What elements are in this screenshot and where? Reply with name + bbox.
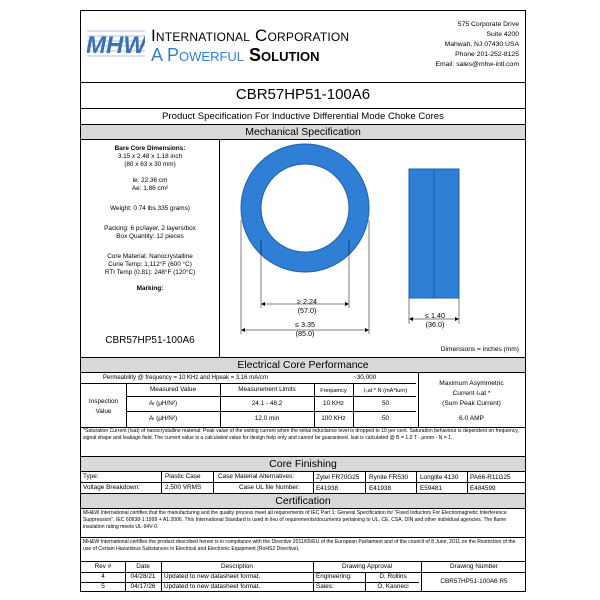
rev-row-1-role: Engineering: xyxy=(316,573,352,580)
tagline-part1: A Powerful xyxy=(151,45,245,65)
packing-value: Packing: 6 pc/layer, 2 layers/box xyxy=(104,225,196,232)
ul-file-label: Case UL file Number: xyxy=(239,484,300,491)
core-hole xyxy=(261,164,349,252)
email-link[interactable]: Email: sales@mhw-intl.com xyxy=(435,61,519,68)
alt-material-3: Longlite 4130 xyxy=(420,474,459,481)
inspection-label: Inspection Value xyxy=(88,398,119,415)
part-number-title: CBR57HP51-100A6 xyxy=(235,86,371,103)
weight-value: Weight: 0.74 lbs 335 grams) xyxy=(110,205,190,212)
core-material: Core Material: Nanocrystalline xyxy=(107,253,193,260)
col-rev: Rev # xyxy=(94,563,112,570)
company-tagline xyxy=(151,45,320,66)
alt-material-4: PA66-R11G25 xyxy=(470,474,511,481)
al-row-2-freq: 100 KHz xyxy=(321,415,346,422)
tagline-part2: Solution xyxy=(249,45,320,65)
rev-row-2-role: Sales: xyxy=(316,583,334,590)
saturation-footnote: *Saturation Current (Isat) of nanocrystalline material: Peak value of the exiting current when the initial inductance level is dropped to 10 per cent. Saturation behaviour is dependent on frequency, signal shape and leakage field. The current value is a calculated value for design help only and cannot be guaranteed. Isat is calculated @ B = 1.0 T · μnom · N = 1. xyxy=(83,428,519,441)
col-isat: Iₛat * N (mA*turn) xyxy=(363,388,408,394)
ae-value: Ae: 1.86 cm² xyxy=(131,185,169,192)
ul-file-2: E41938 xyxy=(369,485,392,492)
max-asym-current: Maximum Asymmetric Current Iₛat * (Sum Peak Current) xyxy=(439,380,504,407)
core-drawing xyxy=(220,140,526,356)
company-address xyxy=(435,20,519,70)
od-dimension: ≤ 3.35 (85.0) xyxy=(295,320,315,338)
al-row-2-limits: 12.0 min xyxy=(254,415,280,422)
company-logo xyxy=(87,25,145,61)
col-frequency: Frequency xyxy=(320,388,347,394)
mechanical-title: Mechanical Specification xyxy=(81,125,525,139)
max-asym-value: 6.0 AMP xyxy=(459,415,484,422)
curie-temp: Curie Temp: 1,112°F (600 °C) xyxy=(108,261,192,268)
certification-iec: MH&W International certifies that the manufacturing and the quality process meet all requirements of IEC Part 1: General Specification for "Fixed Inductors For Electromagnetic Interference Suppression", IEC 60938-1:1999 + A1:2006. This International Standard is used in lieu of requirements/documents pertaining to UL, CE, CSA, DIN and other individual agencies. The flame insulation rating meets UL-94V-0. xyxy=(83,510,507,530)
permeability-line: Permeability @ frequency = 10 KHz and Hpeak = 3.16 mA/cm xyxy=(103,375,268,381)
rev-row-2-name: O. Kasneci xyxy=(377,583,409,590)
dims-mm: (80 x 63 x 30 mm) xyxy=(124,161,176,168)
rev-row-2-desc: Updated to new datasheet format. xyxy=(164,583,261,590)
address-line: Suite 4200 xyxy=(486,31,519,38)
col-measured: Measured Value xyxy=(149,386,197,393)
al-row-1-freq: 10 KHz xyxy=(323,400,344,407)
rti-temp: RTI Temp (0.81): 248°F (120°C) xyxy=(104,269,196,276)
marking-label: Marking: xyxy=(136,285,164,292)
type-value: Plastic Case xyxy=(165,473,201,480)
box-quantity: Box Quantity: 12 pieces xyxy=(116,233,184,240)
type-label: Type: xyxy=(83,473,99,480)
col-approval: Drawing Approval xyxy=(341,563,393,570)
ul-file-3: E59481 xyxy=(420,485,443,492)
company-name-line1: International Corporation xyxy=(151,26,350,45)
le-value: le: 22.36 cm xyxy=(132,177,168,184)
col-description: Description xyxy=(221,563,253,570)
al-row-2-isat: 50 xyxy=(381,415,390,422)
certification-rohs: MH&W International certifies the product described herein is in compliance with the Directive 2011/65/EU of the European Parliament and of the council of 8 June, 2011 on the Restriction of the use of Certain Hazardous Substances in Electrical and Electronic Equipment (RoHS2 Directive). xyxy=(83,539,516,552)
voltage-label: Voltage Breakdown: xyxy=(83,484,140,491)
dimensions-note: Dimensions = inches (mm) xyxy=(440,346,519,353)
finishing-title: Core Finishing xyxy=(81,457,525,471)
permeability-value: ~30,000 xyxy=(353,374,377,381)
address-line: 575 Corporate Drive xyxy=(457,21,519,28)
col-date: Date xyxy=(136,563,150,570)
id-dimension: ≥ 2.24 (57.0) xyxy=(297,297,317,315)
rev-row-1-name: D. Rollins xyxy=(379,573,407,580)
bare-core-label: Bare Core Dimensions: xyxy=(114,145,186,152)
svg-text:MHW: MHW xyxy=(87,32,145,59)
rev-row-1-date: 04/28/21 xyxy=(130,573,156,580)
col-drawing-number: Drawing Number xyxy=(450,563,498,570)
phone: Phone 201-252-8125 xyxy=(455,51,519,58)
rev-row-2-rev: 5 xyxy=(101,583,105,590)
ul-file-4: E484599 xyxy=(470,485,496,492)
al-row-1-limits: 24.1 - 48.2 xyxy=(251,400,283,407)
rev-row-1-rev: 4 xyxy=(101,573,105,580)
al-row-2-label: Aₗ (μH/N²) xyxy=(149,415,178,422)
rev-row-2-date: 04/17/26 xyxy=(130,583,156,590)
ul-file-1: E41938 xyxy=(316,485,339,492)
electrical-title: Electrical Core Performance xyxy=(81,358,525,372)
col-limits: Measurement Limits xyxy=(238,386,296,393)
address-line: Mahwah, NJ 07430 USA xyxy=(444,41,519,48)
dims-inches: 3.15 x 2.48 x 1.18 inch xyxy=(117,153,183,160)
alt-material-1: Zytel FR70G25 xyxy=(316,474,360,481)
al-row-1-label: Aₗ (μH/N²) xyxy=(149,400,178,407)
mechanical-specs xyxy=(81,145,219,293)
height-dimension: ≤ 1.40 (36.0) xyxy=(425,311,445,329)
alt-material-2: Rynite FR530 xyxy=(369,474,409,481)
certification-title: Certification xyxy=(81,494,525,508)
drawing-number: CBR57HP51-100A6 R5 xyxy=(440,578,508,585)
alternatives-label: Case Material Alternatives: xyxy=(218,473,295,480)
datasheet xyxy=(80,10,526,592)
voltage-value: 2,500 VRMS xyxy=(165,484,202,491)
rev-row-1-desc: Updated to new datasheet format. xyxy=(164,573,261,580)
al-row-1-isat: 50 xyxy=(381,400,390,407)
mhw-logo-icon xyxy=(87,25,145,61)
marking-value: CBR57HP51-100A6 xyxy=(105,335,195,346)
product-spec-title: Product Specification For Inductive Differential Mode Choke Cores xyxy=(162,111,444,122)
